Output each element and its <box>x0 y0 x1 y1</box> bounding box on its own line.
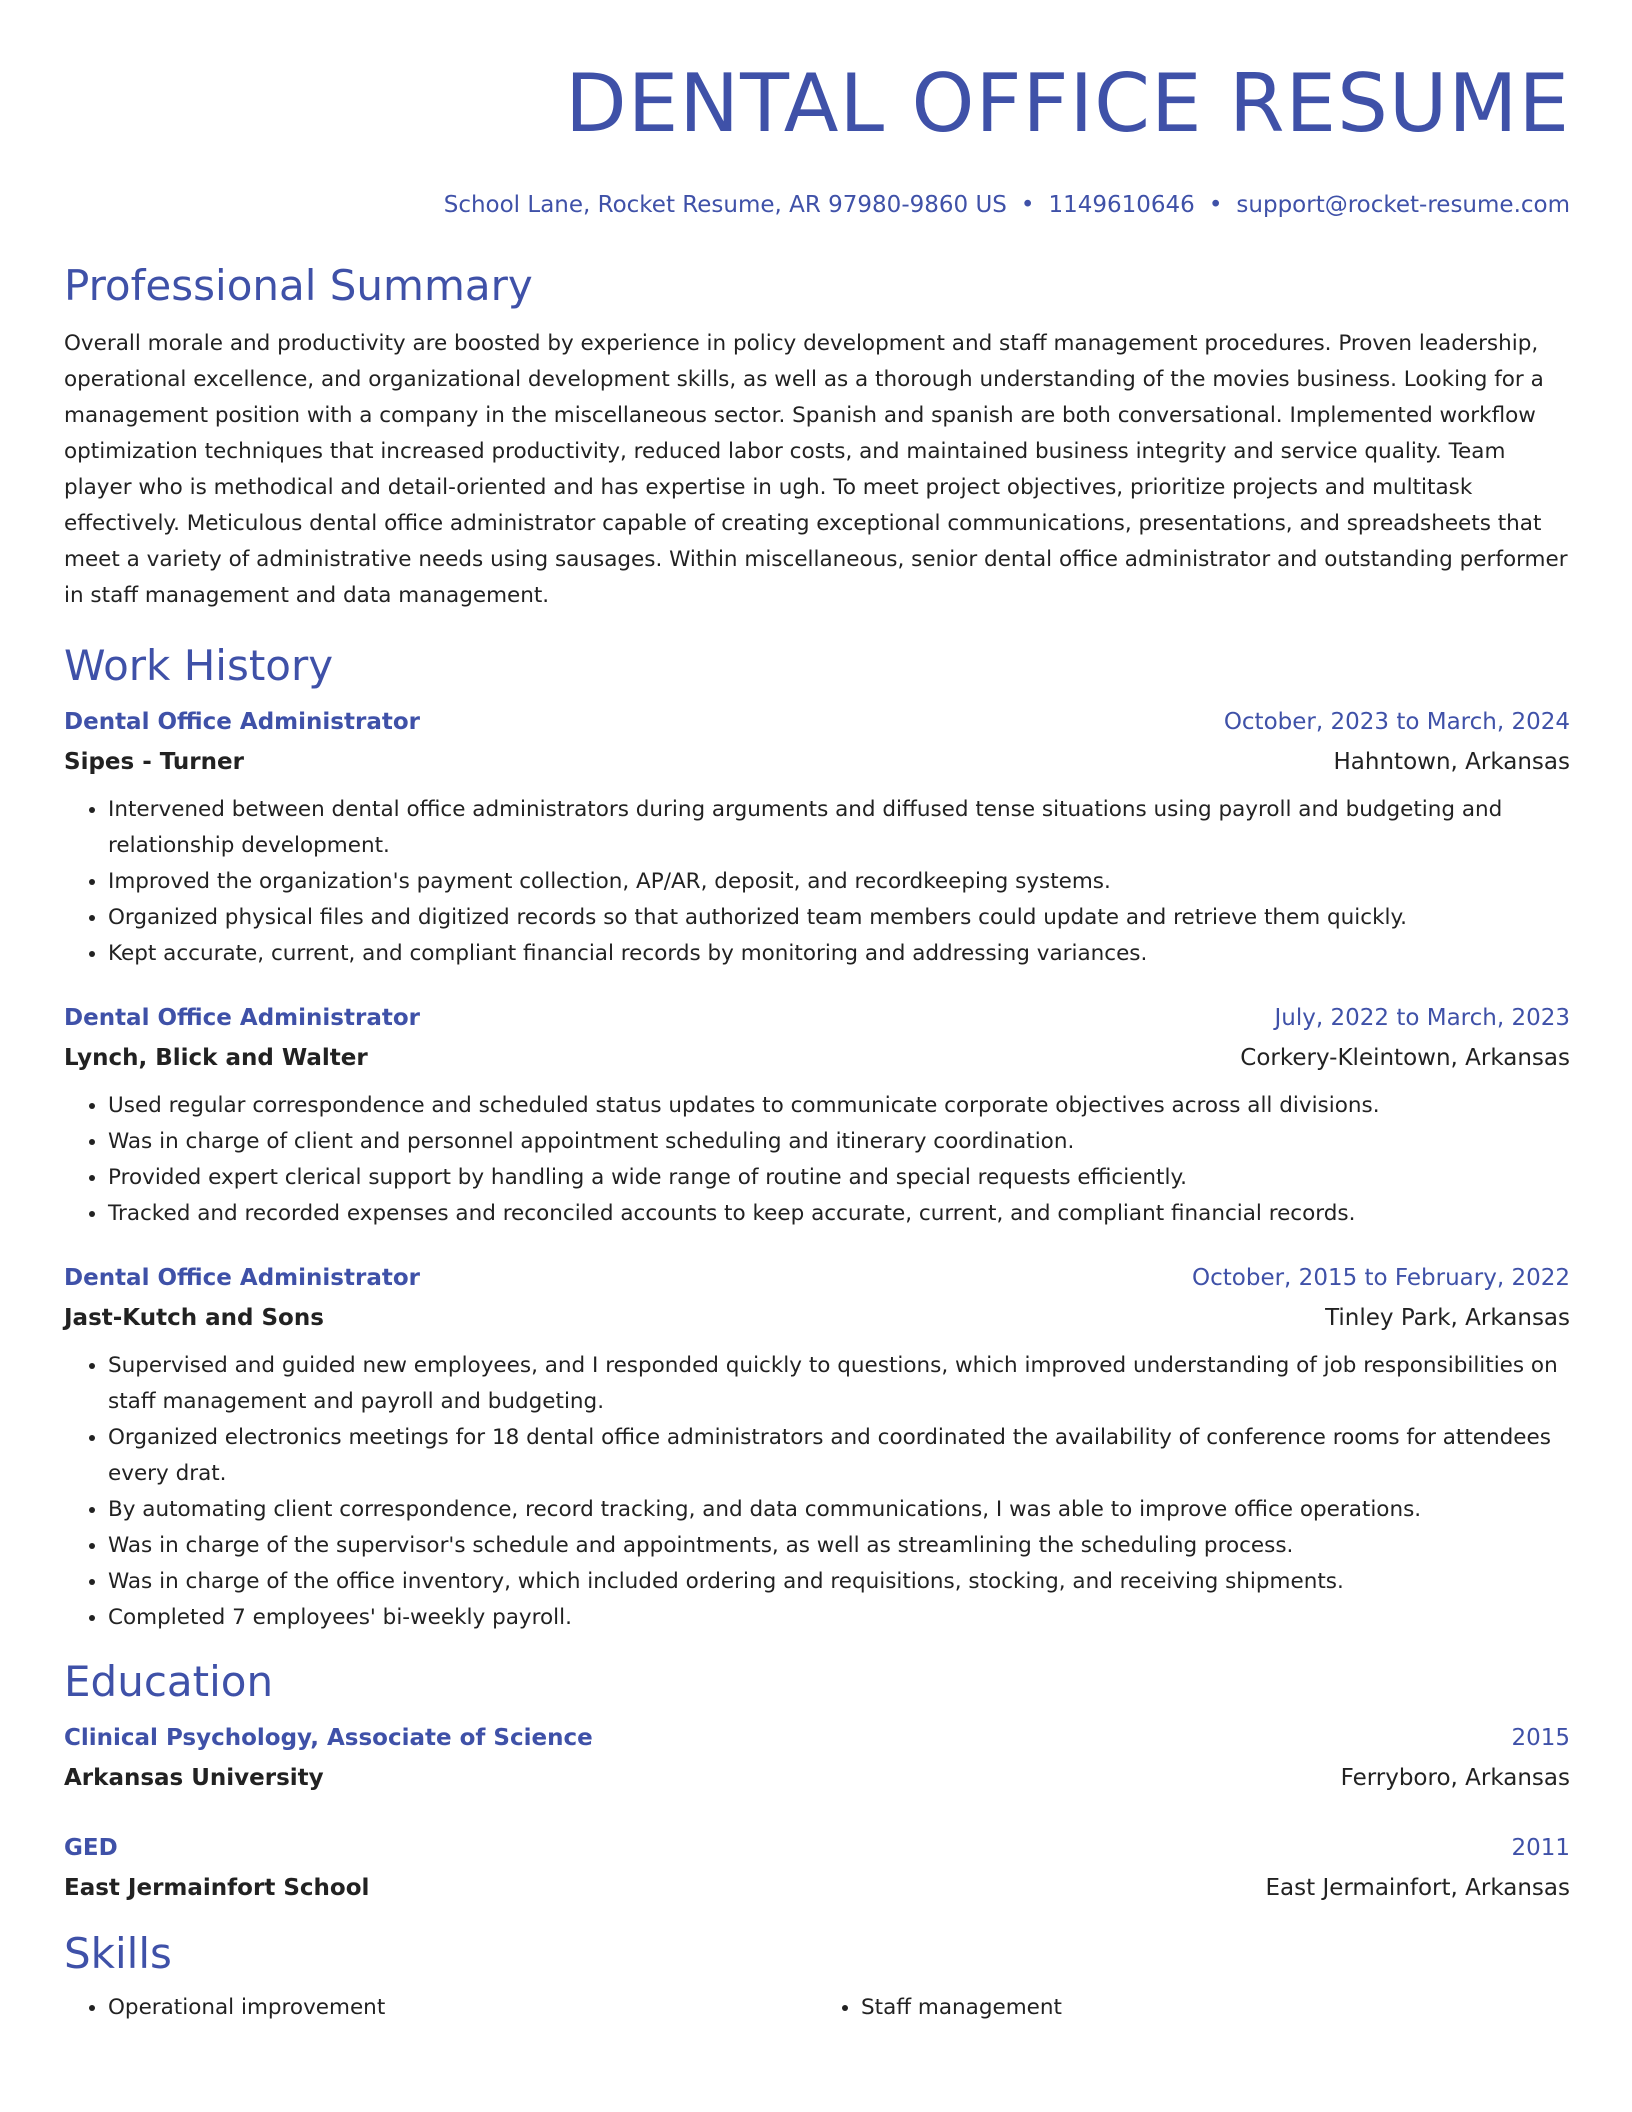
education-year: 2015 <box>1511 1725 1570 1751</box>
company-name: Sipes - Turner <box>64 749 244 775</box>
contact-line <box>64 190 1570 220</box>
job-location: Hahntown, Arkansas <box>1333 749 1570 775</box>
degree: GED <box>64 1835 118 1861</box>
list-item: • Was in charge of the office inventory, which included ordering and requisitions, stocking, and receiving shipments. <box>108 1564 1570 1600</box>
list-item: • Supervised and guided new employees, and I responded quickly to questions, which improved understanding of job responsibilities on staff management and payroll and budgeting. <box>108 1348 1570 1420</box>
education-entry <box>64 1718 1570 1798</box>
list-item: • Kept accurate, current, and compliant financial records by monitoring and addressing variances. <box>108 936 1570 972</box>
list-item: • Was in charge of client and personnel appointment scheduling and itinerary coordination. <box>108 1124 1570 1160</box>
school-location: Ferryboro, Arkansas <box>1340 1765 1570 1791</box>
list-item: • Improved the organization's payment collection, AP/AR, deposit, and recordkeeping systems. <box>108 864 1570 900</box>
list-item: • Tracked and recorded expenses and reconciled accounts to keep accurate, current, and compliant financial records. <box>108 1196 1570 1232</box>
phone: 1149610646 <box>1048 192 1195 218</box>
skills-column-left <box>64 1990 817 2026</box>
separator: • <box>1208 192 1223 218</box>
list-item: • Intervened between dental office administrators during arguments and diffused tense situations using payroll and budgeting and relationship development. <box>108 792 1570 864</box>
company-name: Jast-Kutch and Sons <box>64 1305 324 1331</box>
job-entry <box>64 702 1570 972</box>
address: School Lane, Rocket Resume, AR 97980-9860 US <box>443 192 1007 218</box>
list-item: • Completed 7 employees' bi-weekly payroll. <box>108 1600 1570 1636</box>
job-dates: July, 2022 to March, 2023 <box>1274 1005 1570 1031</box>
job-bullets <box>64 792 1570 972</box>
degree: Clinical Psychology, Associate of Science <box>64 1725 593 1751</box>
job-dates: October, 2023 to March, 2024 <box>1223 709 1570 735</box>
email-link[interactable]: support@rocket-resume.com <box>1236 192 1570 218</box>
job-bullets <box>64 1088 1570 1232</box>
job-location: Corkery-Kleintown, Arkansas <box>1240 1045 1570 1071</box>
job-dates: October, 2015 to February, 2022 <box>1192 1265 1570 1291</box>
company-name: Lynch, Blick and Walter <box>64 1045 368 1071</box>
section-heading-work: Work History <box>64 641 334 690</box>
job-title: Dental Office Administrator <box>64 1005 420 1031</box>
list-item: • Was in charge of the supervisor's schedule and appointments, as well as streamlining the scheduling process. <box>108 1528 1570 1564</box>
job-entry <box>64 1258 1570 1636</box>
job-title: Dental Office Administrator <box>64 709 420 735</box>
separator: • <box>1020 192 1035 218</box>
section-heading-summary: Professional Summary <box>64 261 533 310</box>
resume-title: DENTAL OFFICE RESUME <box>565 57 1570 150</box>
school-name: Arkansas University <box>64 1765 324 1791</box>
skills-column-right <box>817 1990 1570 2026</box>
section-heading-skills: Skills <box>64 1929 172 1978</box>
job-entry <box>64 998 1570 1232</box>
education-year: 2011 <box>1511 1835 1570 1861</box>
list-item: • By automating client correspondence, record tracking, and data communications, I was able to improve office operations. <box>108 1492 1570 1528</box>
summary-text: Overall morale and productivity are boosted by experience in policy development and staff management procedures. Proven leadership, operational excellence, and organizational development skills, as well as a thorough understanding of the movies business. Looking for a management position with a company in the miscellaneous sector. Spanish and spanish are both conversational. Implemented workflow optimization techniques that increased productivity, reduced labor costs, and maintained business integrity and service quality. Team player who is methodical and detail-oriented and has expertise in ugh. To meet project objectives, prioritize projects and multitask effectively. Meticulous dental office administrator capable of creating exceptional communications, presentations, and spreadsheets that meet a variety of administrative needs using sausages. Within miscellaneous, senior dental office administrator and outstanding performer in staff management and data management. <box>64 331 1568 608</box>
list-item: • Organized physical files and digitized records so that authorized team members could update and retrieve them quickly. <box>108 900 1570 936</box>
skills-list <box>64 1990 1570 2026</box>
skill-item: • Operational improvement <box>108 1990 817 2026</box>
job-location: Tinley Park, Arkansas <box>1325 1305 1570 1331</box>
school-name: East Jermainfort School <box>64 1875 370 1901</box>
list-item: • Provided expert clerical support by handling a wide range of routine and special requests efficiently. <box>108 1160 1570 1196</box>
job-title: Dental Office Administrator <box>64 1265 420 1291</box>
education-entry <box>64 1828 1570 1908</box>
list-item: • Used regular correspondence and scheduled status updates to communicate corporate objectives across all divisions. <box>108 1088 1570 1124</box>
skill-item: • Staff management <box>861 1990 1570 2026</box>
job-bullets <box>64 1348 1570 1636</box>
list-item: • Organized electronics meetings for 18 dental office administrators and coordinated the availability of conference rooms for attendees every drat. <box>108 1420 1570 1492</box>
section-heading-education: Education <box>64 1657 274 1706</box>
school-location: East Jermainfort, Arkansas <box>1265 1875 1570 1901</box>
